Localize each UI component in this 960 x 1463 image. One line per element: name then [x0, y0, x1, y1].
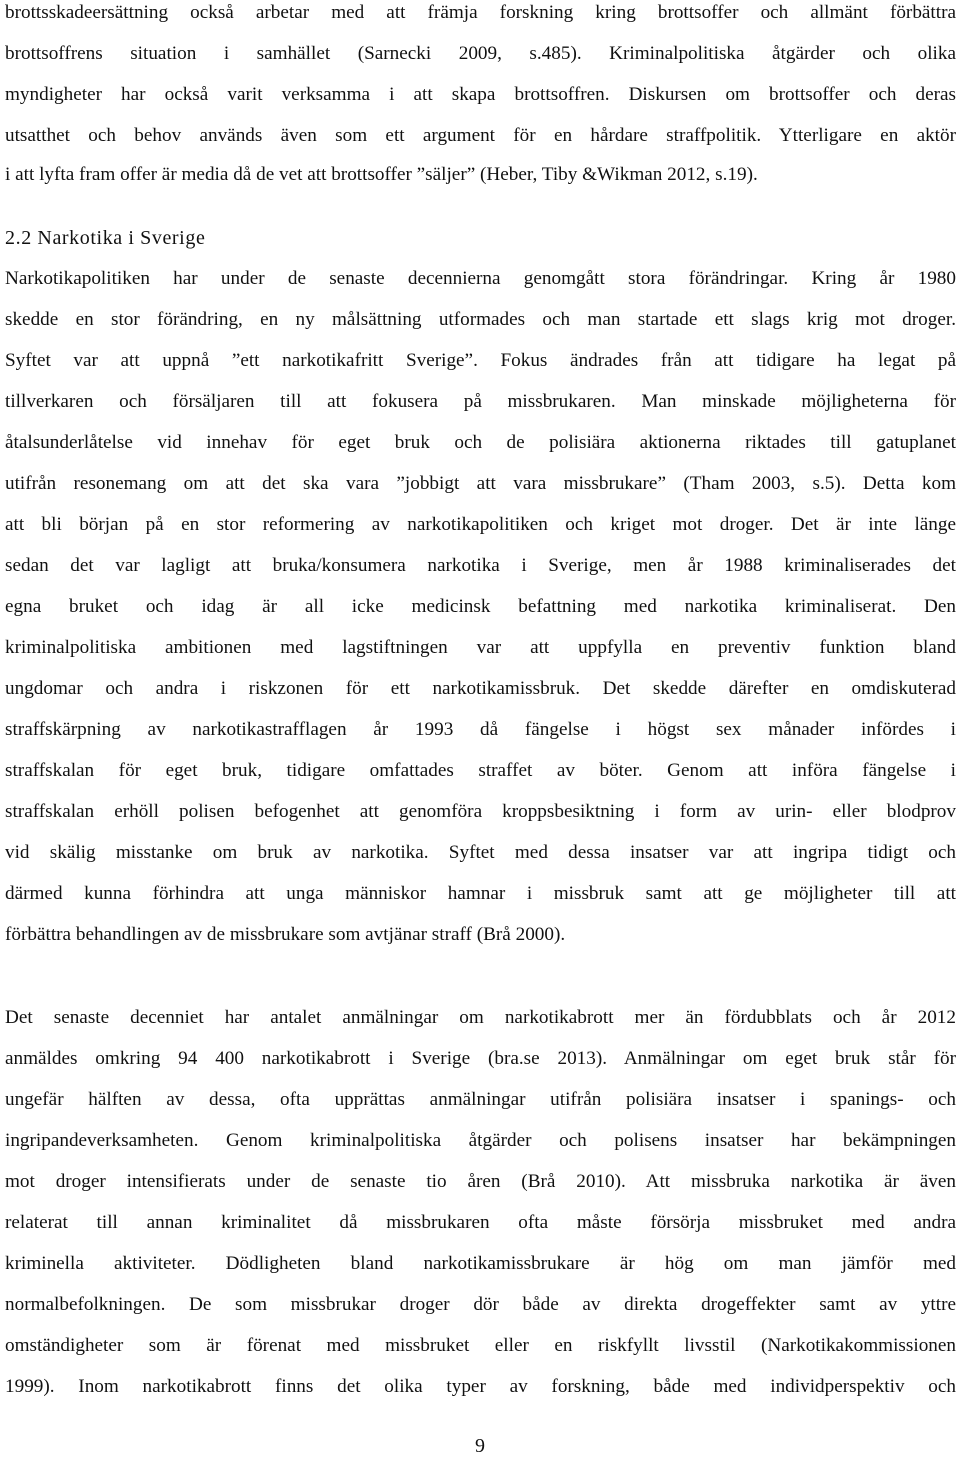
paragraph-line: brottsoffrens situation i samhället (Sarnecki 2009, s.485). Kriminalpolitiska åtgärder och olika	[5, 43, 956, 64]
paragraph-line: normalbefolkningen. De som missbrukar droger dör både av direkta drogeffekter samt av yttre	[5, 1294, 956, 1315]
paragraph-line: Det senaste decenniet har antalet anmälningar om narkotikabrott mer än fördubblats och år 2012	[5, 1007, 956, 1028]
paragraph-line: att bli början på en stor reformering av narkotikapolitiken och kriget mot droger. Det är inte länge	[5, 514, 956, 535]
paragraph-line: ingripandeverksamheten. Genom kriminalpolitiska åtgärder och polisens insatser har bekämpningen	[5, 1130, 956, 1151]
paragraph-line: omständigheter som är förenat med missbruket eller en riskfyllt livsstil (Narkotikakommissionen	[5, 1335, 956, 1356]
paragraph-line: Syftet var att uppnå ”ett narkotikafritt Sverige”. Fokus ändrades från att tidigare ha legat på	[5, 350, 956, 371]
paragraph-line: tillverkaren och försäljaren till att fokusera på missbrukaren. Man minskade möjligheterna för	[5, 391, 956, 412]
paragraph-line: förbättra behandlingen av de missbrukare som avtjänar straff (Brå 2000).	[5, 924, 566, 945]
paragraph-line: kriminalpolitiska ambitionen med lagstiftningen var att uppfylla en preventiv funktion bland	[5, 637, 956, 658]
paragraph-line: ungdomar och andra i riskzonen för ett narkotikamissbruk. Det skedde därefter en omdiskuterad	[5, 678, 956, 699]
section-heading: 2.2 Narkotika i Sverige	[5, 227, 206, 249]
paragraph-line: ungefär hälften av dessa, ofta upprättas anmälningar utifrån polisiära insatser i spanings- och	[5, 1089, 956, 1110]
paragraph-line: mot droger intensifierats under de senaste tio åren (Brå 2010). Att missbruka narkotika är även	[5, 1171, 956, 1192]
paragraph-line: utifrån resonemang om att det ska vara ”jobbigt att vara missbrukare” (Tham 2003, s.5). Detta kom	[5, 473, 956, 494]
paragraph-line: därmed kunna förhindra att unga människor hamnar i missbruk samt att ge möjligheter till att	[5, 883, 956, 904]
paragraph-line: straffskalan för eget bruk, tidigare omfattades straffet av böter. Genom att införa fängelse i	[5, 760, 956, 781]
paragraph-line: skedde en stor förändring, en ny målsättning utformades och man startade ett slags krig mot droger.	[5, 309, 956, 330]
paragraph-line: i att lyfta fram offer är media då de vet att brottsoffer ”säljer” (Heber, Tiby &Wikman 2012, s.19).	[5, 164, 758, 185]
paragraph-line: åtalsunderlåtelse vid innehav för eget bruk och de polisiära aktionerna riktades till gatuplanet	[5, 432, 956, 453]
paragraph-line: brottsskadeersättning också arbetar med att främja forskning kring brottsoffer och allmänt förbättra	[5, 2, 956, 23]
page-number: 9	[475, 1435, 485, 1457]
paragraph-line: anmäldes omkring 94 400 narkotikabrott i Sverige (bra.se 2013). Anmälningar om eget bruk står för	[5, 1048, 956, 1069]
paragraph-line: utsatthet och behov används även som ett argument för en hårdare straffpolitik. Ytterligare en aktör	[5, 125, 956, 146]
paragraph-line: myndigheter har också varit verksamma i att skapa brottsoffren. Diskursen om brottsoffer och deras	[5, 84, 956, 105]
paragraph-line: sedan det var lagligt att bruka/konsumera narkotika i Sverige, men år 1988 kriminaliserades det	[5, 555, 956, 576]
paragraph-line: 1999). Inom narkotikabrott finns det olika typer av forskning, både med individperspektiv och	[5, 1376, 956, 1397]
paragraph-line: egna bruket och idag är all icke medicinsk befattning med narkotika kriminaliserat. Den	[5, 596, 956, 617]
paragraph-line: relaterat till annan kriminalitet då missbrukaren ofta måste försörja missbruket med andra	[5, 1212, 956, 1233]
paragraph-line: kriminella aktiviteter. Dödligheten bland narkotikamissbrukare är hög om man jämför med	[5, 1253, 956, 1274]
paragraph-line: straffskalan erhöll polisen befogenhet att genomföra kroppsbesiktning i form av urin- eller blodprov	[5, 801, 956, 822]
paragraph-line: vid skälig misstanke om bruk av narkotika. Syftet med dessa insatser var att ingripa tidigt och	[5, 842, 956, 863]
paragraph-line: straffskärpning av narkotikastrafflagen år 1993 då fängelse i högst sex månader infördes i	[5, 719, 956, 740]
paragraph-line: Narkotikapolitiken har under de senaste decennierna genomgått stora förändringar. Kring år 1980	[5, 268, 956, 289]
